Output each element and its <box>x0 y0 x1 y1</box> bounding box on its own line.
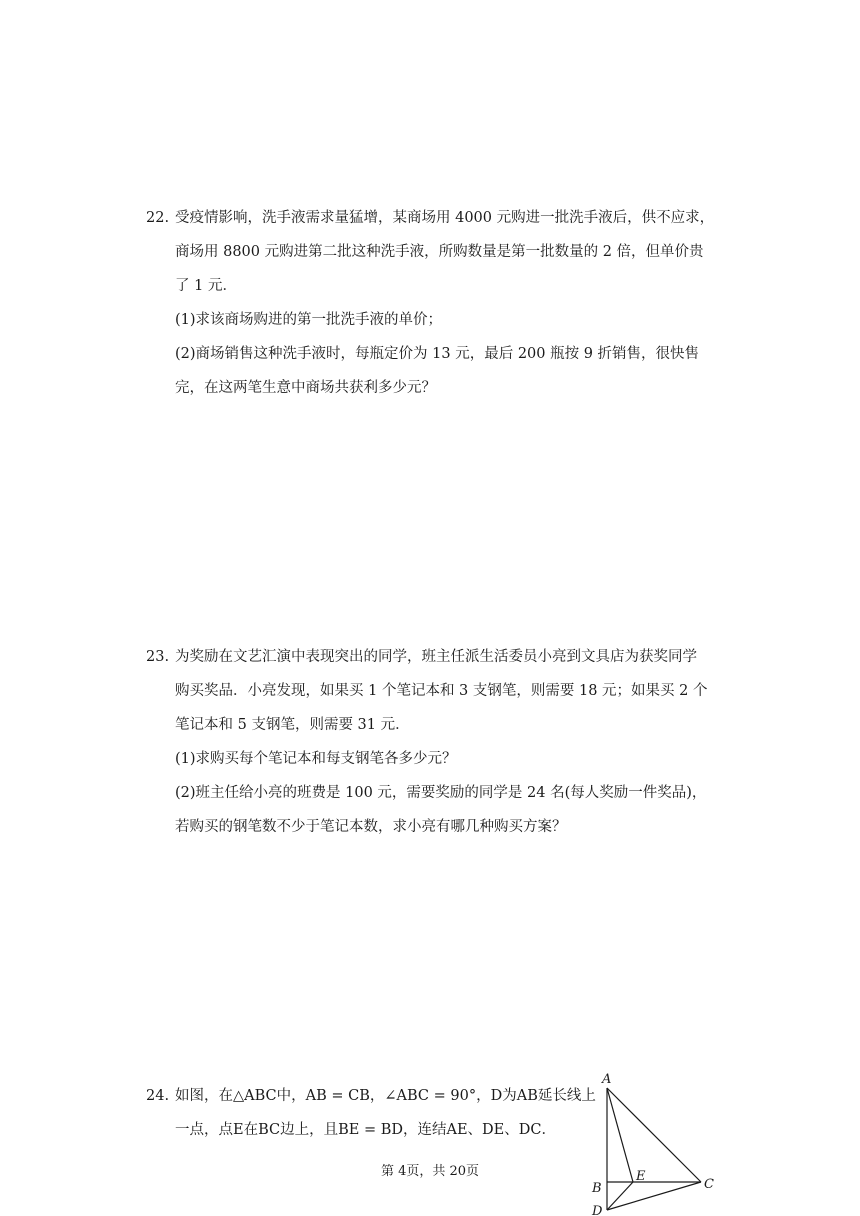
question-number: 24. <box>146 1088 170 1104</box>
triangle-figure <box>583 1068 723 1216</box>
question-text-line: 了 1 元． <box>175 278 237 294</box>
label-b: B <box>592 1181 602 1196</box>
question-text-line: 为奖励在文艺汇演中表现突出的同学，班主任派生活委员小亮到文具店为获奖同学 <box>175 649 697 665</box>
question-text-line: 受疫情影响，洗手液需求量猛增，某商场用 4000 元购进一批洗手液后，供不应求， <box>175 210 715 226</box>
question-text-line: 如图，在△ABC中，AB = CB，∠ABC = 90°，D为AB延长线上 <box>175 1088 596 1104</box>
question-24 <box>146 1079 596 1147</box>
sub-question-1: (1)求该商场购进的第一批洗手液的单价； <box>175 312 443 328</box>
question-number: 23. <box>146 649 170 665</box>
label-a: A <box>602 1072 612 1087</box>
sub-question-2: (2)班主任给小亮的班费是 100 元，需要奖励的同学是 24 名(每人奖励一件奖品)， <box>175 785 707 801</box>
label-c: C <box>704 1177 714 1192</box>
question-text-line: 笔记本和 5 支钢笔，则需要 31 元． <box>175 717 410 733</box>
sub-question-2: (2)商场销售这种洗手液时，每瓶定价为 13 元，最后 200 瓶按 9 折销售，很快售 <box>175 346 700 362</box>
segment-dc <box>607 1182 701 1210</box>
question-22 <box>146 201 726 405</box>
sub-question-2-cont: 完，在这两笔生意中商场共获利多少元？ <box>175 380 436 396</box>
question-text-line: 商场用 8800 元购进第二批这种洗手液，所购数量是第一批数量的 2 倍，但单价贵 <box>175 244 704 260</box>
sub-question-2-cont: 若购买的钢笔数不少于笔记本数，求小亮有哪几种购买方案？ <box>175 819 567 835</box>
question-23 <box>146 640 726 844</box>
question-text-line: 一点，点E在BC边上，且BE = BD，连结AE、DE、DC． <box>175 1122 556 1138</box>
page-footer: 第 4页，共 20页 <box>380 1164 480 1179</box>
sub-question-1: (1)求购买每个笔记本和每支钢笔各多少元？ <box>175 751 457 767</box>
label-d: D <box>592 1204 603 1216</box>
label-e: E <box>636 1169 646 1184</box>
question-number: 22. <box>146 210 170 226</box>
question-text-line: 购买奖品．小亮发现，如果买 1 个笔记本和 3 支钢笔，则需要 18 元；如果买 2 个 <box>175 683 708 699</box>
